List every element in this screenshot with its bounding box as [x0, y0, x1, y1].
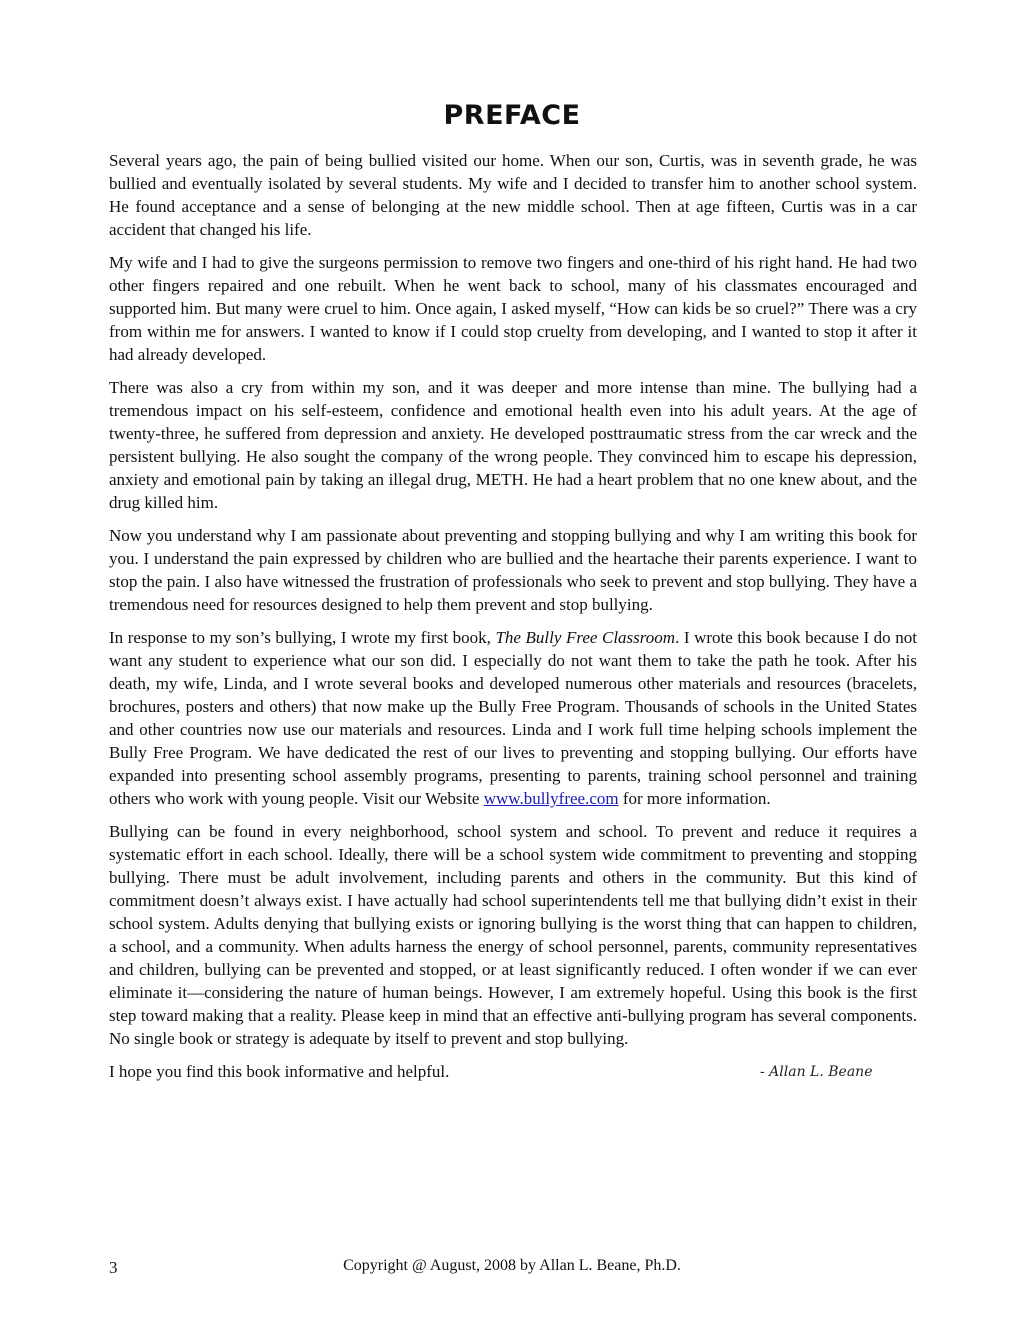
paragraph-4: Now you understand why I am passionate about preventing and stopping bullying and why I am writing this book for you. I understand the pain expressed by children who are bullied and the heartache their parents experience. I want to stop the pain. I also have witnessed the frustration of professionals who seek to prevent and stop bullying. They have a tremendous need for resources designed to help them prevent and stop bullying. [109, 526, 917, 614]
page-title: PREFACE [443, 100, 581, 131]
paragraph-5 [109, 626, 917, 810]
preface-body [109, 149, 917, 1083]
website-link[interactable]: www.bullyfree.com [483, 789, 619, 808]
paragraph-6: Bullying can be found in every neighborhood, school system and school. To prevent and reduce it requires a systematic effort in each school. Ideally, there will be a school system wide commitment to preventing and stopping bullying. There must be adult involvement, including parents and others in the community. But this kind of commitment doesn’t always exist. I have actually had school superintendents tell me that bullying didn’t exist in their school system. Adults denying that bullying exists or ignoring bullying is the worst thing that can happen to children, a school, and a community. When adults harness the energy of school personnel, parents, community representatives and children, bullying can be prevented and stopped, or at least significantly reduced. I often wonder if we can ever eliminate it—considering the nature of human beings. However, I am extremely hopeful. Using this book is the first step toward making that a reality. Please keep in mind that an effective anti-bullying program has several components. No single book or strategy is adequate by itself to prevent and stop bullying. [109, 822, 917, 1048]
paragraph-5-end: for more information. [618, 789, 771, 808]
paragraph-5-intro: In response to my son’s bullying, I wrote my first book, [109, 628, 496, 647]
closing-text: I hope you find this book informative and helpful. [109, 1062, 450, 1081]
paragraph-3: There was also a cry from within my son, and it was deeper and more intense than mine. The bullying had a tremendous impact on his self-esteem, confidence and emotional health even into his adult years. At the age of twenty-three, he suffered from depression and anxiety. He developed posttraumatic stress from the car wreck and the persistent bullying. He also sought the company of the wrong people. They convinced him to escape his depression, anxiety and emotional pain by taking an illegal drug, METH. He had a heart problem that no one knew about, and the drug killed him. [109, 378, 917, 512]
paragraph-1: Several years ago, the pain of being bullied visited our home. When our son, Curtis, was in seventh grade, he was bullied and eventually isolated by several students. My wife and I decided to transfer him to another school system. He found acceptance and a sense of belonging at the new middle school. Then at age fifteen, Curtis was in a car accident that changed his life. [109, 151, 917, 239]
page-number: 3 [109, 1258, 118, 1277]
paragraph-5-body: . I wrote this book because I do not want any student to experience what our son did. I especially do not want them to take the path he took. After his death, my wife, Linda, and I wrote several books and developed numerous other materials and resources (bracelets, brochures, posters and others) that now make up the Bully Free Program. Thousands of schools in the United States and other countries now use our materials and resources. Linda and I work full time helping schools implement the Bully Free Program. We have dedicated the rest of our lives to preventing and stopping bullying. Our efforts have expanded into presenting school assembly programs, presenting to parents, training school personnel and training others who work with young people. Visit our Website [109, 628, 917, 808]
copyright-notice: Copyright @ August, 2008 by Allan L. Beane, Ph.D. [343, 1257, 681, 1274]
closing-line [109, 1060, 917, 1083]
paragraph-2: My wife and I had to give the surgeons permission to remove two fingers and one-third of his right hand. He had two other fingers repaired and one rebuilt. When he went back to school, many of his classmates encouraged and supported him. But many were cruel to him. Once again, I asked myself, “How can kids be so cruel?” There was a cry from within me for answers. I wanted to know if I could stop cruelty from developing, and I wanted to stop it after it had already developed. [109, 253, 917, 364]
book-title: The Bully Free Classroom [495, 628, 676, 647]
author-signature: - Allan L. Beane [760, 1064, 873, 1080]
